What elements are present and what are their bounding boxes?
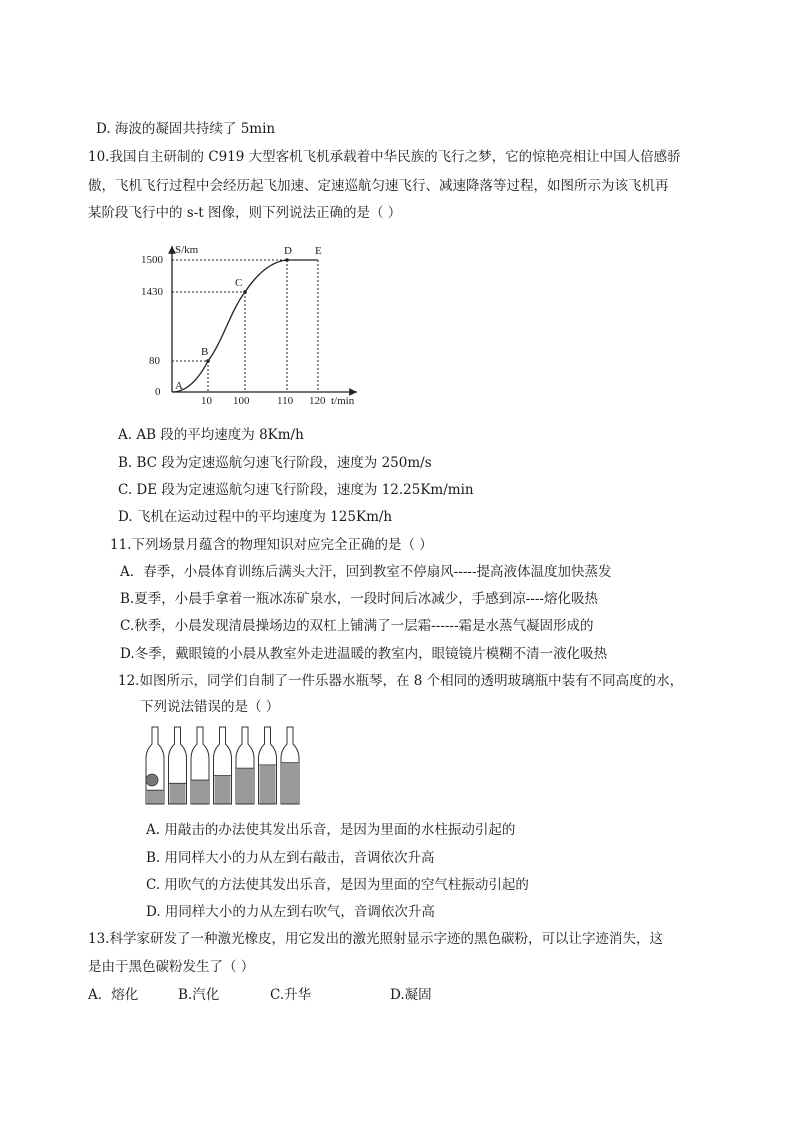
point-label-b: B: [201, 346, 209, 358]
q10-option-c: C. DE 段为定速巡航匀速飞行阶段，速度为 12.25Km/min: [118, 482, 474, 498]
q10-stem-line2: 傲，飞机飞行过程中会经历起飞加速、定速巡航匀速飞行、减速降落等过程，如图所示为该飞机再: [88, 178, 669, 194]
q11-option-a: A．春季，小晨体育训练后满头大汗，回到教室不停扇风-----提高液体温度加快蒸发: [120, 564, 612, 580]
point-label-a: A: [175, 380, 183, 392]
q12-option-c: C. 用吹气的方法使其发出乐音，是因为里面的空气柱振动引起的: [146, 877, 529, 893]
bottle: [169, 727, 187, 804]
bottle: [146, 727, 164, 804]
q13-option-a: A．熔化: [88, 987, 139, 1003]
q12-option-d: D. 用同样大小的力从左到右吹气，音调依次升高: [146, 904, 435, 920]
x-axis-label: t/min: [331, 395, 355, 407]
y-tick-80: 80: [149, 355, 160, 367]
q11-option-d: D.冬季，戴眼镜的小晨从教室外走进温暖的教室内，眼镜镜片模糊不清一液化吸热: [120, 646, 608, 662]
point-c: [243, 290, 247, 294]
bottle: [259, 727, 277, 804]
y-axis-label: S/km: [175, 244, 199, 256]
q13-option-b: B.汽化: [178, 987, 220, 1003]
point-label-e: E: [315, 245, 322, 257]
q12-option-a: A. 用敲击的办法使其发出乐音，是因为里面的水柱振动引起的: [146, 822, 516, 838]
bottle: [191, 727, 209, 804]
bottle-water: [260, 765, 276, 804]
st-graph: [141, 240, 375, 410]
q10-option-d: D. 飞机在运动过程中的平均速度为 125Km/h: [118, 509, 393, 525]
x-tick-10: 10: [201, 395, 212, 407]
q13-option-d: D.凝固: [390, 987, 432, 1003]
x-tick-120: 120: [309, 395, 326, 407]
q11-stem: 11.下列场景月蕴含的物理知识对应完全正确的是（ ）: [110, 537, 433, 553]
bottle-water: [282, 763, 298, 804]
q12-stem-line2: 下列说法错误的是（ ）: [140, 699, 280, 715]
bottle: [214, 727, 232, 804]
q10-option-b: B. BC 段为定速巡航匀速飞行阶段，速度为 250m/s: [118, 455, 432, 471]
q13-stem-line2: 是由于黑色碳粉发生了（ ）: [88, 959, 255, 975]
point-label-d: D: [284, 245, 292, 257]
bottle-water: [215, 775, 231, 804]
bottle-water: [237, 768, 253, 804]
y-tick-0: 0: [155, 386, 161, 398]
q12-option-b: B. 用同样大小的力从左到右敲击，音调依次升高: [146, 850, 435, 866]
bottle-water: [147, 790, 163, 804]
striker-icon: [146, 774, 158, 786]
q10-stem-line1: 10.我国自主研制的 C919 大型客机飞机承载着中华民族的飞行之梦，它的惊艳亮相让中国人倍感骄: [88, 149, 681, 165]
point-b: [206, 359, 210, 363]
q11-option-b: B.夏季，小晨手拿着一瓶冰冻矿泉水，一段时间后冰减少，手感到凉----熔化吸热: [120, 591, 598, 607]
bottle-water: [192, 780, 208, 804]
bottle: [281, 727, 299, 804]
q10-option-a: A. AB 段的平均速度为 8Km/h: [118, 427, 304, 443]
q13-option-c: C.升华: [270, 987, 312, 1003]
q11-option-c: C.秋季，小晨发现清晨操场边的双杠上铺满了一层霜------霜是水蒸气凝固形成的: [120, 618, 594, 634]
guide-lines: [172, 260, 318, 392]
water-bottles-figure: [140, 724, 340, 814]
x-tick-110: 110: [277, 395, 294, 407]
bottle-water: [170, 783, 186, 804]
point-d: [285, 258, 289, 262]
q13-stem-line1: 13.科学家研发了一种激光橡皮，用它发出的激光照射显示字迹的黑色碳粉，可以让字迹消失，这: [88, 931, 663, 947]
x-tick-100: 100: [233, 395, 250, 407]
y-tick-1500: 1500: [141, 254, 163, 266]
y-tick-1430: 1430: [141, 286, 163, 298]
bottle: [236, 727, 254, 804]
q9-option-d: D. 海波的凝固共持续了 5min: [96, 121, 276, 137]
q10-stem-line3: 某阶段飞行中的 s-t 图像，则下列说法正确的是（ ）: [88, 205, 402, 221]
point-label-c: C: [235, 277, 243, 289]
q12-stem-line1: 12.如图所示，同学们自制了一件乐器水瓶琴，在 8 个相同的透明玻璃瓶中装有不同高度的水，: [118, 673, 684, 689]
